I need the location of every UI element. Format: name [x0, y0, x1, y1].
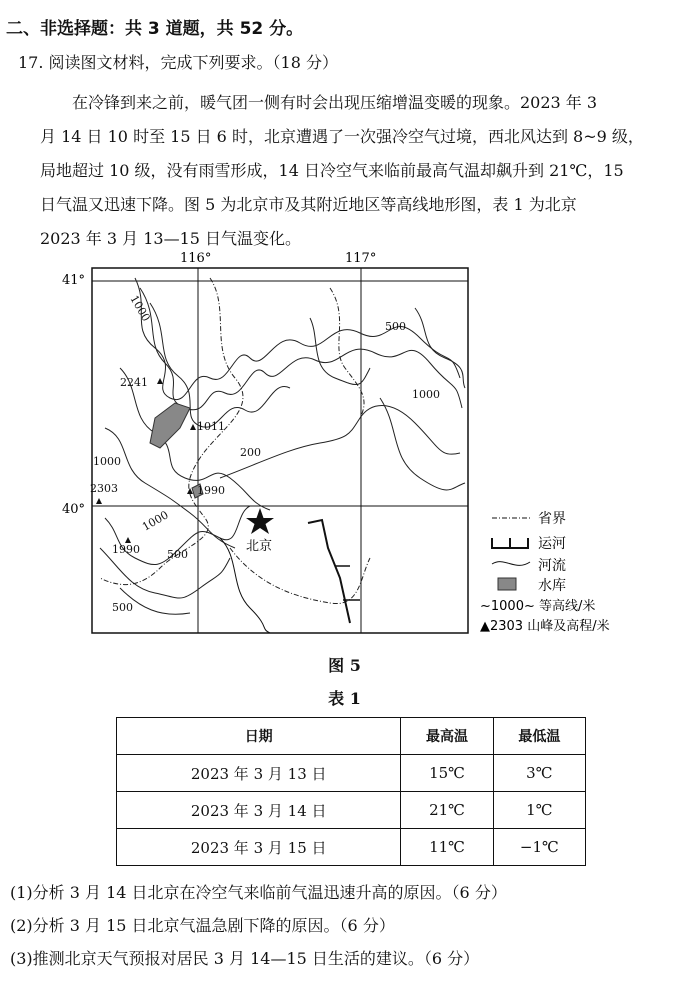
table-cell: 3℃ [493, 755, 585, 792]
contour-label: 200 [240, 446, 261, 459]
legend-label: 省界 [538, 511, 566, 527]
paragraph-line: 局地超过 10 级，没有雨雪形成，14 日冷空气来临前最高气温却飙升到 21℃，15 [40, 161, 624, 180]
legend-label: ~1000~ 等高线/米 [480, 599, 596, 614]
section-title: 二、非选择题：共 3 道题，共 52 分。 [6, 19, 304, 39]
table-row [117, 792, 586, 829]
table-header: 日期 [117, 718, 401, 755]
table-header-row [117, 718, 586, 755]
peak-label: 2241 [120, 376, 148, 389]
peak-label: 1990 [112, 543, 140, 556]
paragraph-line: 日气温又迅速下降。图 5 为北京市及其附近地区等高线地形图，表 1 为北京 [40, 195, 577, 214]
table-header: 最高温 [401, 718, 493, 755]
table-cell: 11℃ [401, 829, 493, 866]
contour-label: 500 [167, 548, 188, 561]
sub-question-3: (3)推测北京天气预报对居民 3 月 14—15 日生活的建议。（6 分） [10, 949, 480, 968]
legend-label: 水库 [538, 578, 566, 594]
contour-label: 500 [385, 320, 406, 333]
material-paragraph [40, 86, 670, 256]
table-cell: 2023 年 3 月 15 日 [117, 829, 401, 866]
temperature-table [116, 717, 586, 866]
table-cell: −1℃ [493, 829, 585, 866]
question-title: 17. 阅读图文材料，完成下列要求。（18 分） [18, 53, 338, 72]
paragraph-line: 2023 年 3 月 13—15 日气温变化。 [40, 229, 302, 248]
table-header: 最低温 [493, 718, 585, 755]
contour-label: 500 [112, 601, 133, 614]
legend-label: 运河 [538, 536, 566, 552]
map-frame [92, 268, 468, 633]
table-cell: 15℃ [401, 755, 493, 792]
reservoir-shape [150, 403, 190, 448]
contour-label: 1000 [412, 388, 440, 401]
contour-lines [100, 278, 465, 614]
peak-label: 1011 [197, 420, 225, 433]
sub-question-2: (2)分析 3 月 15 日北京气温急剧下降的原因。（6 分） [10, 916, 395, 935]
lon-label-117: 117° [345, 251, 377, 266]
table-caption: 表 1 [328, 689, 361, 708]
lon-label-116: 116° [180, 251, 212, 266]
contour-label: 1000 [93, 455, 121, 468]
lat-label-41: 41° [62, 273, 86, 288]
peak-triangle-icon [157, 378, 163, 384]
sub-question-1: (1)分析 3 月 14 日北京在冷空气来临前气温迅速升高的原因。（6 分） [10, 883, 507, 902]
peak-label: 1990 [197, 484, 225, 497]
legend-label: 河流 [538, 558, 566, 574]
table-cell: 21℃ [401, 792, 493, 829]
peak-label: 2303 [90, 482, 118, 495]
contour-label: 1000 [140, 508, 171, 534]
map-legend [480, 510, 610, 634]
paragraph-line: 月 14 日 10 时至 15 日 6 时，北京遭遇了一次强冷空气过境，西北风达到 8~9 级， [40, 127, 644, 146]
table-cell: 2023 年 3 月 14 日 [117, 792, 401, 829]
beijing-star-icon [246, 508, 274, 534]
contour-label: 1000 [127, 293, 153, 324]
peak-triangle-icon [190, 424, 196, 430]
table-row [117, 829, 586, 866]
table-cell: 1℃ [493, 792, 585, 829]
figure-caption: 图 5 [328, 656, 361, 675]
city-label: 北京 [246, 539, 273, 554]
paragraph-line: 在冷锋到来之前，暖气团一侧有时会出现压缩增温变暖的现象。2023 年 3 [72, 93, 598, 112]
canal-line [308, 520, 350, 623]
river-icon [492, 562, 530, 566]
table-row [117, 755, 586, 792]
reservoir-icon [498, 578, 516, 590]
table-cell: 2023 年 3 月 13 日 [117, 755, 401, 792]
legend-label: ▲2303 山峰及高程/米 [480, 619, 610, 634]
peak-triangle-icon [96, 498, 102, 504]
contour-map [60, 248, 660, 643]
lat-label-40: 40° [62, 502, 86, 517]
